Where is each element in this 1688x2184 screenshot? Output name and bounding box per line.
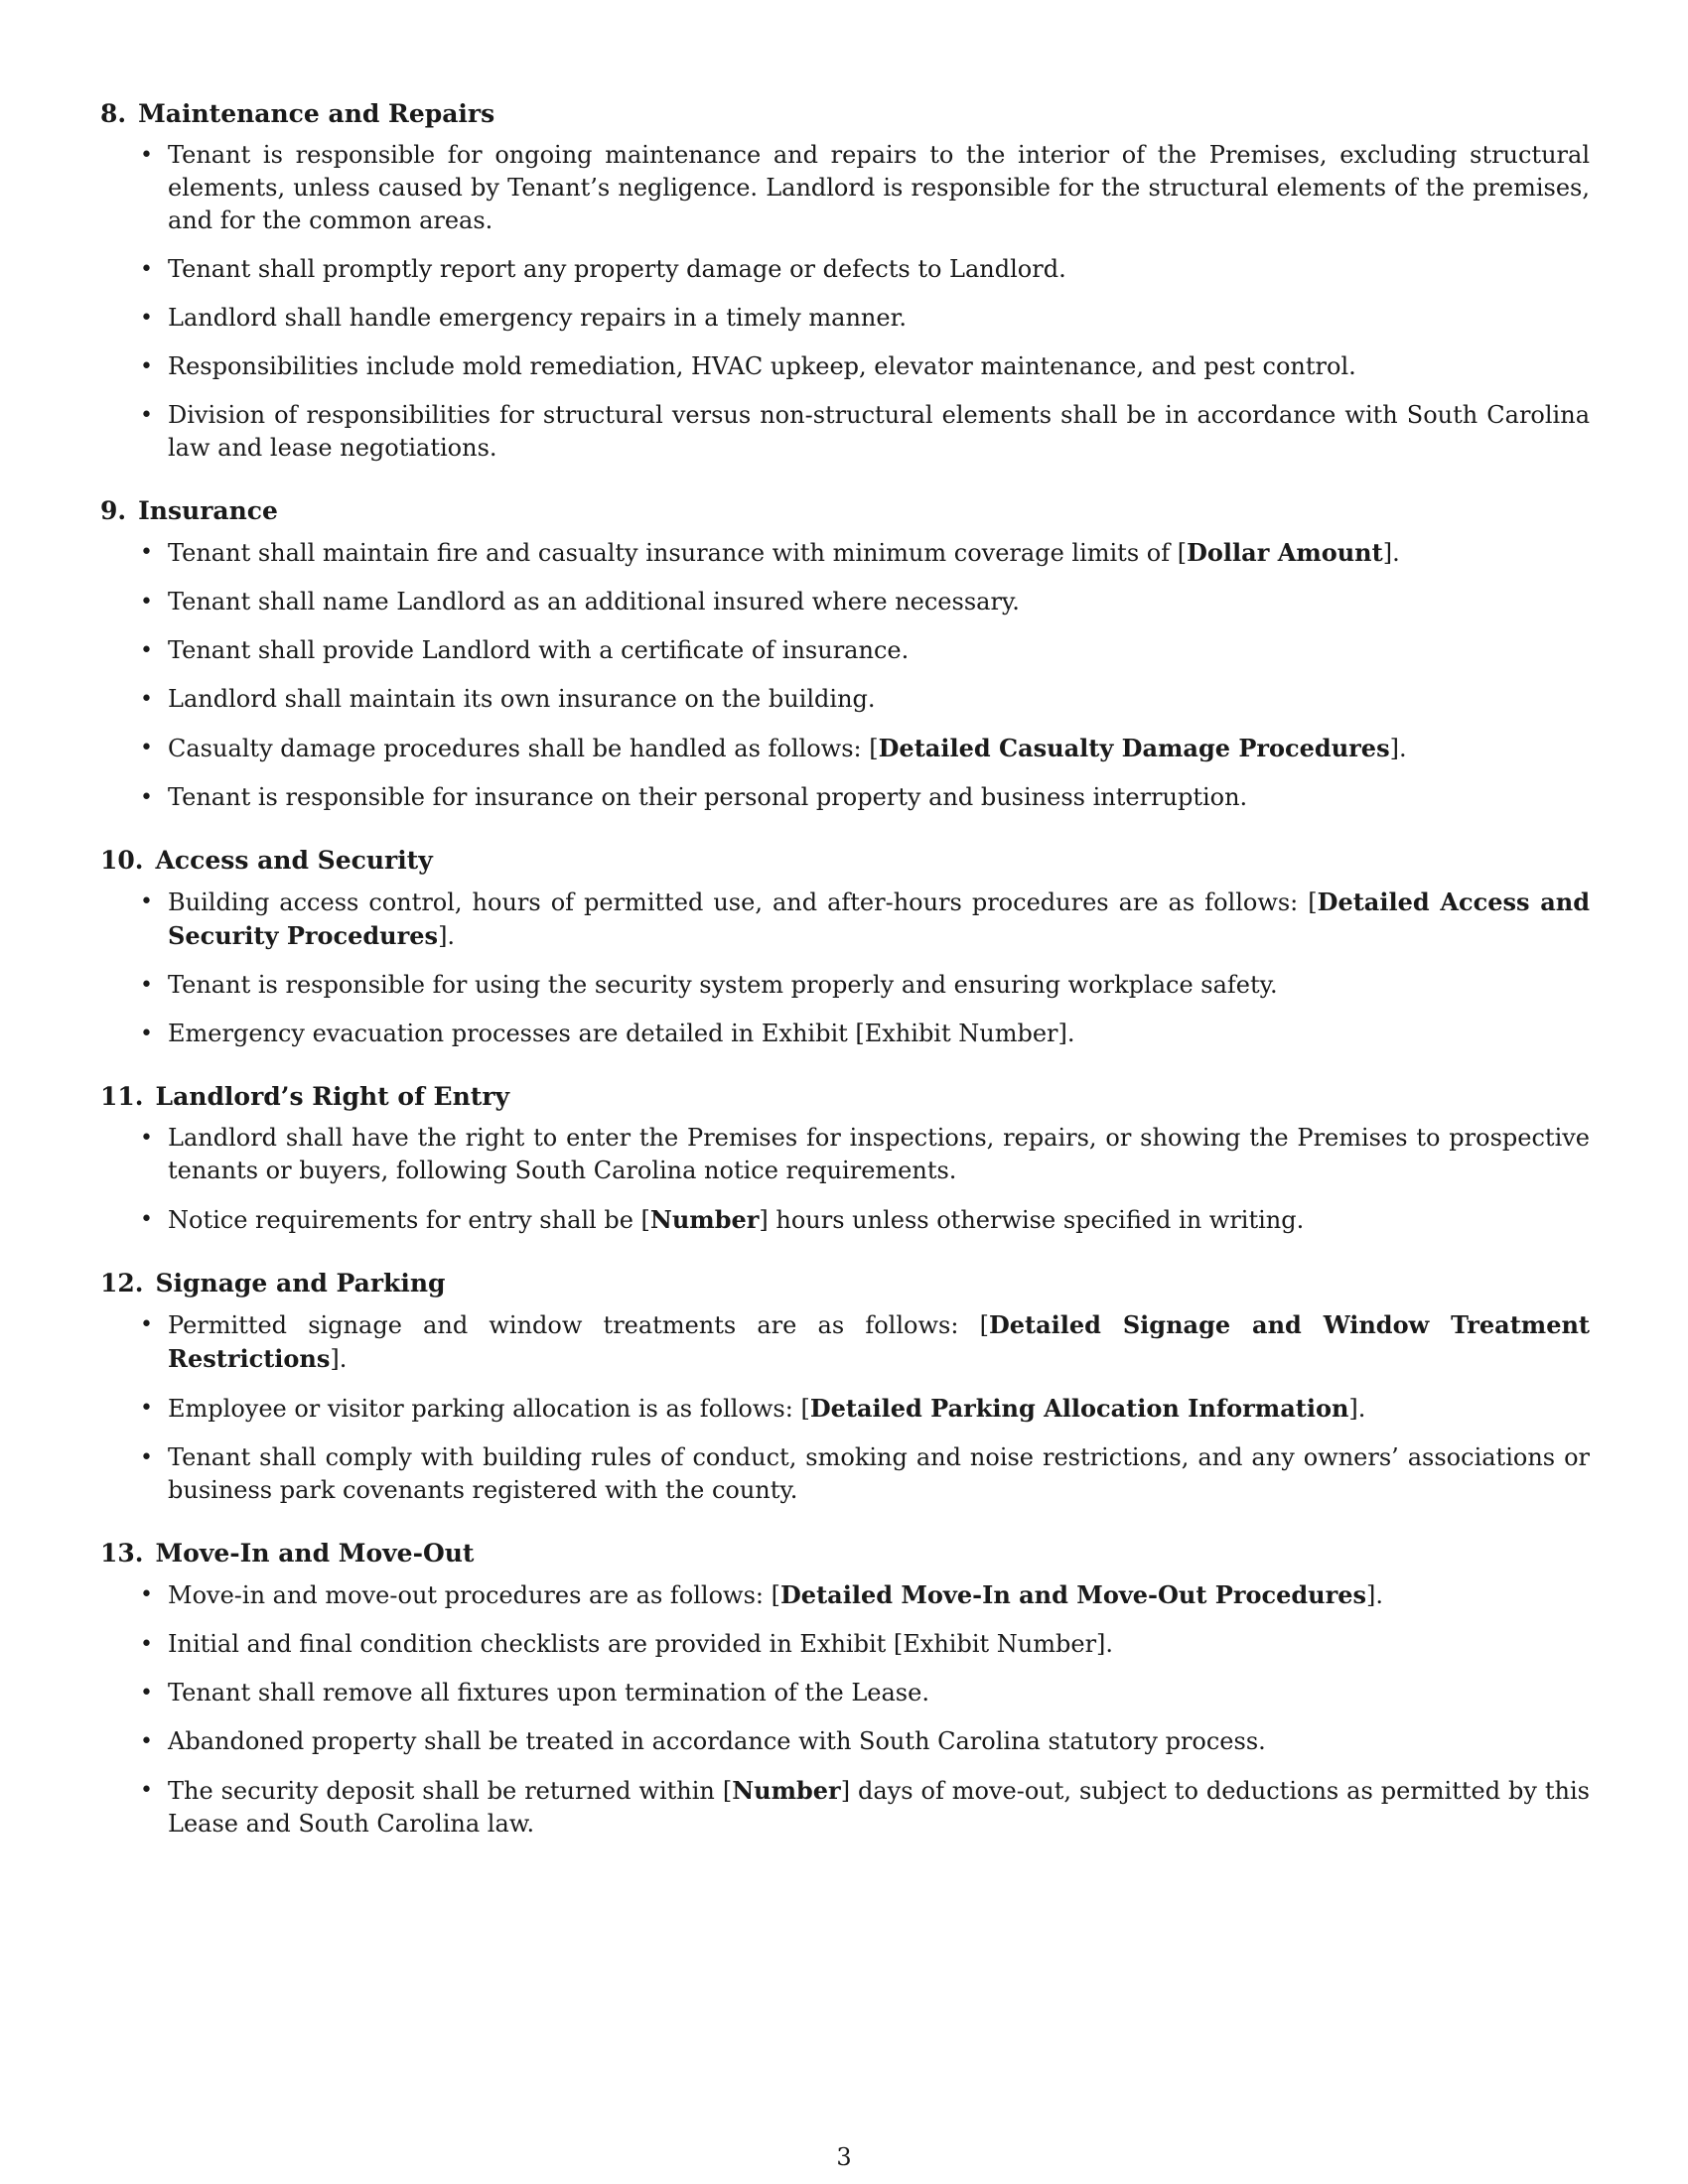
section-title: Signage and Parking: [155, 1269, 446, 1297]
bullet-icon: •: [140, 889, 153, 914]
list-item: • Notice requirements for entry shall be [Number] hours unless otherwise specified in writing.: [140, 1205, 1305, 1234]
bullet-icon: •: [140, 638, 153, 663]
section-move-in-and-move-out: [100, 1537, 1590, 1841]
list-item: • The security deposit shall be returned within [Number] days of move-out, subject to deductions as permitted by this Lease and South Carolina law.: [140, 1776, 1590, 1838]
section-signage-and-parking: [100, 1267, 1590, 1507]
list-item: • Tenant is responsible for using the security system properly and ensuring workplace safety.: [100, 969, 1590, 1002]
list-item: • Employee or visitor parking allocation is as follows: [Detailed Parking Allocation Information].: [140, 1394, 1366, 1423]
list-item: • Casualty damage procedures shall be handled as follows: [Detailed Casualty Damage Procedures].: [140, 734, 1407, 762]
list-item: • Tenant shall name Landlord as an additional insured where necessary.: [100, 586, 1590, 618]
bullet-list: [100, 139, 1590, 465]
section-title: Landlord’s Right of Entry: [155, 1082, 510, 1111]
section-heading: [100, 844, 1590, 878]
bullet-icon: •: [140, 1312, 153, 1337]
list-item: • Tenant shall comply with building rules of conduct, smoking and noise restrictions, and any owners’ associations or business park covenants registered with the county.: [140, 1443, 1590, 1504]
bullet-icon: •: [140, 687, 153, 712]
section-heading: [100, 494, 1590, 528]
bullet-icon: •: [140, 1582, 153, 1607]
placeholder-field: Number: [732, 1776, 841, 1805]
list-item: • Responsibilities include mold remediation, HVAC upkeep, elevator maintenance, and pest control.: [100, 350, 1590, 383]
bullet-icon: •: [140, 1207, 153, 1232]
section-landlords-right-of-entry: [100, 1080, 1590, 1237]
bullet-icon: •: [140, 403, 153, 428]
section-number: 10.: [100, 846, 144, 875]
bullet-icon: •: [140, 1445, 153, 1470]
bullet-icon: •: [140, 1126, 153, 1151]
list-item: • Tenant shall promptly report any property damage or defects to Landlord.: [100, 253, 1590, 286]
section-number: 13.: [100, 1539, 144, 1568]
bullet-icon: •: [140, 1396, 153, 1421]
section-number: 8.: [100, 99, 127, 128]
placeholder-field: Dollar Amount: [1187, 538, 1383, 567]
list-item: • Tenant shall maintain fire and casualty insurance with minimum coverage limits of [Dollar Amount].: [140, 538, 1400, 567]
bullet-list: [100, 1122, 1590, 1237]
page-number: 3: [836, 2143, 852, 2171]
placeholder-field: Number: [649, 1205, 760, 1234]
section-heading: [100, 1537, 1590, 1570]
bullet-icon: •: [140, 1681, 153, 1706]
section-heading: [100, 1080, 1590, 1114]
bullet-icon: •: [140, 785, 153, 810]
bullet-list: [100, 1308, 1590, 1507]
bullet-icon: •: [140, 306, 153, 331]
placeholder-field: Detailed Parking Allocation Information: [809, 1394, 1349, 1423]
list-item: • Initial and final condition checklists are provided in Exhibit [Exhibit Number].: [100, 1628, 1590, 1661]
section-access-and-security: [100, 844, 1590, 1050]
list-item: • Permitted signage and window treatments are as follows: [Detailed Signage and Window Treatment Restrictions].: [140, 1310, 1590, 1373]
bullet-icon: •: [140, 143, 153, 168]
section-title: Move-In and Move-Out: [155, 1539, 475, 1568]
bullet-icon: •: [140, 540, 153, 565]
list-item: • Landlord shall handle emergency repairs in a timely manner.: [100, 302, 1590, 335]
section-heading: [100, 1267, 1590, 1300]
placeholder-field: Detailed Signage and Window Treatment Restrictions: [168, 1310, 1590, 1373]
list-item: • Abandoned property shall be treated in accordance with South Carolina statutory process.: [100, 1725, 1590, 1758]
section-number: 12.: [100, 1269, 144, 1297]
list-item: • Tenant is responsible for insurance on their personal property and business interruption.: [100, 781, 1590, 814]
list-item: • Building access control, hours of permitted use, and after-hours procedures are as follows: [Detailed Access and Security Procedures].: [140, 887, 1590, 950]
list-item: • Division of responsibilities for structural versus non-structural elements shall be in accordance with South Carolina law and lease negotiations.: [140, 401, 1590, 462]
section-title: Maintenance and Repairs: [138, 99, 495, 128]
bullet-icon: •: [140, 1778, 153, 1803]
section-title: Insurance: [138, 496, 278, 525]
placeholder-field: Detailed Move-In and Move-Out Procedures: [779, 1580, 1367, 1609]
bullet-icon: •: [140, 973, 153, 998]
section-title: Access and Security: [155, 846, 433, 875]
list-item: • Move-in and move-out procedures are as follows: [Detailed Move-In and Move-Out Procedures].: [140, 1580, 1384, 1609]
bullet-icon: •: [140, 1022, 153, 1046]
bullet-icon: •: [140, 1729, 153, 1754]
bullet-icon: •: [140, 354, 153, 379]
placeholder-field: Detailed Casualty Damage Procedures: [878, 734, 1390, 762]
bullet-icon: •: [140, 257, 153, 282]
list-item: • Landlord shall have the right to enter the Premises for inspections, repairs, or showing the Premises to prospective tenants or buyers, following South Carolina notice requirements.: [140, 1124, 1590, 1184]
section-insurance: [100, 494, 1590, 814]
section-number: 11.: [100, 1082, 144, 1111]
list-item: • Tenant shall remove all fixtures upon termination of the Lease.: [100, 1677, 1590, 1709]
section-maintenance-and-repairs: [100, 97, 1590, 465]
list-item: • Tenant shall provide Landlord with a certificate of insurance.: [100, 634, 1590, 667]
bullet-icon: •: [140, 1632, 153, 1657]
list-item: • Emergency evacuation processes are detailed in Exhibit [Exhibit Number].: [100, 1018, 1590, 1050]
placeholder-field: Detailed Access and Security Procedures: [168, 887, 1590, 950]
list-item: • Tenant is responsible for ongoing maintenance and repairs to the interior of the Premises, excluding structural elements, unless caused by Tenant’s negligence. Landlord is responsible for the structural elements of the premises, and for the common areas.: [140, 141, 1590, 234]
bullet-icon: •: [140, 590, 153, 614]
bullet-list: [100, 536, 1590, 814]
section-number: 9.: [100, 496, 127, 525]
section-heading: [100, 97, 1590, 131]
list-item: • Landlord shall maintain its own insurance on the building.: [100, 683, 1590, 716]
bullet-list: [100, 886, 1590, 1050]
bullet-icon: •: [140, 736, 153, 760]
bullet-list: [100, 1578, 1590, 1841]
document-page: [100, 97, 1590, 1870]
